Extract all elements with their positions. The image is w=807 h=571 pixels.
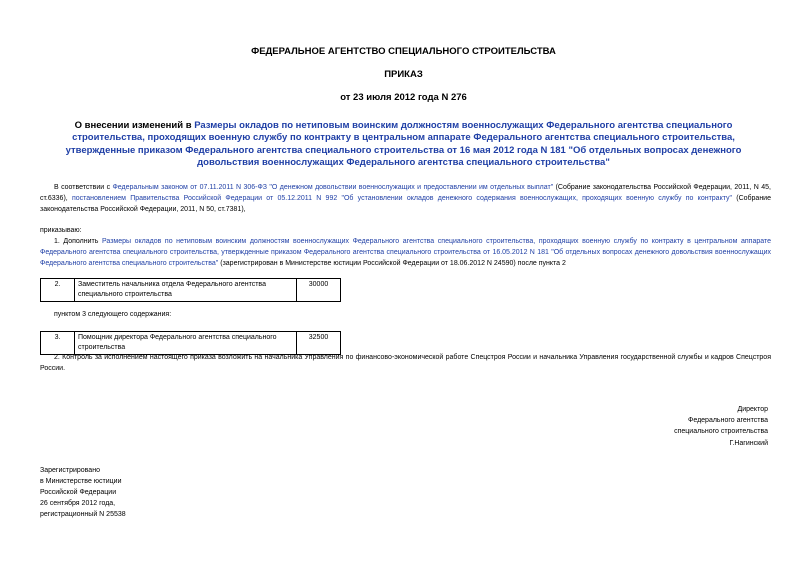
position-table-1 (40, 278, 341, 302)
row-number: 2. (41, 279, 75, 302)
document-subject (40, 120, 767, 170)
position-name: Помощник директора Федерального агентства специального строительства (75, 332, 297, 355)
federal-law-link[interactable]: Федеральным законом от 07.11.2011 N 306-ФЗ "О денежном довольствии военнослужащих и предоставлении им отдельных выплат" (112, 184, 554, 191)
preamble-paragraph (40, 182, 771, 215)
salary-value: 32500 (297, 332, 341, 355)
signature-block (674, 404, 768, 449)
agency-title: ФЕДЕРАЛЬНОЕ АГЕНТСТВО СПЕЦИАЛЬНОГО СТРОИТЕЛЬСТВА (251, 46, 556, 57)
signature-line-1: Директор (737, 406, 768, 413)
registration-date: 26 сентября 2012 года, (40, 500, 116, 508)
preamble-text-2: (Собрание законодательства Российской Федерации, 2011, N 45, ст.6336), (40, 184, 771, 202)
subject-link[interactable]: Размеры окладов по нетиповым воинским должностям военнослужащих Федерального агентства специального строительства, проходящих военную службу по контракту в центральном аппарате Федерального агентства специального строительства, утвержденные приказом Федерального агентства специального строительства от 16 мая 2012 года N 181 "Об отдельных вопросах денежного довольствия военнослужащих Федерального агентства специального строительства" (65, 120, 742, 169)
salary-value: 30000 (297, 279, 341, 302)
signature-line-2: Федерального агентства (688, 417, 768, 425)
preamble-text-3: (Собрание законодательства Российской Федерации, 2011, N 50, ст.7381), (40, 195, 771, 213)
signatory-name: Г.Нагинский (729, 439, 768, 447)
subject-prefix: О внесении изменений в (74, 120, 195, 131)
preamble-text-1: В соответствии с (54, 184, 113, 191)
document-type: ПРИКАЗ (384, 69, 423, 80)
registration-line-1: Зарегистрировано (40, 467, 100, 474)
item-1-paragraph (40, 236, 771, 269)
order-word: приказываю: (40, 227, 82, 234)
position-name: Заместитель начальника отдела Федерального агентства специального строительства (75, 279, 297, 302)
item-1-text-1: 1. Дополнить (54, 238, 102, 245)
document-date-number: от 23 июля 2012 года N 276 (340, 92, 467, 103)
mid-text: пунктом 3 следующего содержания: (54, 311, 172, 318)
registration-number: регистрационный N 25538 (40, 511, 126, 519)
registration-block (40, 465, 126, 520)
signature-line-3: специального строительства (674, 428, 768, 436)
item-2-paragraph: 2. Контроль за исполнением настоящего приказа возложить на начальника Управления по финансово-экономической работе Спецстроя России и начальника Управления государственной службы и кадров Спецстроя России. (40, 354, 771, 372)
table-row (41, 279, 341, 302)
salary-sizes-link[interactable]: Размеры окладов по нетиповым воинским должностям военнослужащих Федерального агентства специального строительства, проходящих военную службу по контракту в центральном аппарате Федерального агентства специального строительства, утвержденные приказом Федерального агентства специального строительства от 16.05.2012 N 181 "Об отдельных вопросах денежного довольствия военнослужащих Федерального агентства специального строительства" (40, 238, 771, 267)
item-1-text-2: (зарегистрирован в Министерстве юстиции Российской Федерации от 18.06.2012 N 24590) после пункта 2 (218, 260, 566, 267)
government-decree-link[interactable]: постановлением Правительства Российской Федерации от 05.12.2011 N 992 "Об установлении окладов денежного содержания военнослужащих, проходящих военную службу по контракту" (71, 195, 732, 202)
registration-line-2: в Министерстве юстиции (40, 478, 122, 486)
registration-line-3: Российской Федерации (40, 489, 117, 497)
row-number: 3. (41, 332, 75, 355)
